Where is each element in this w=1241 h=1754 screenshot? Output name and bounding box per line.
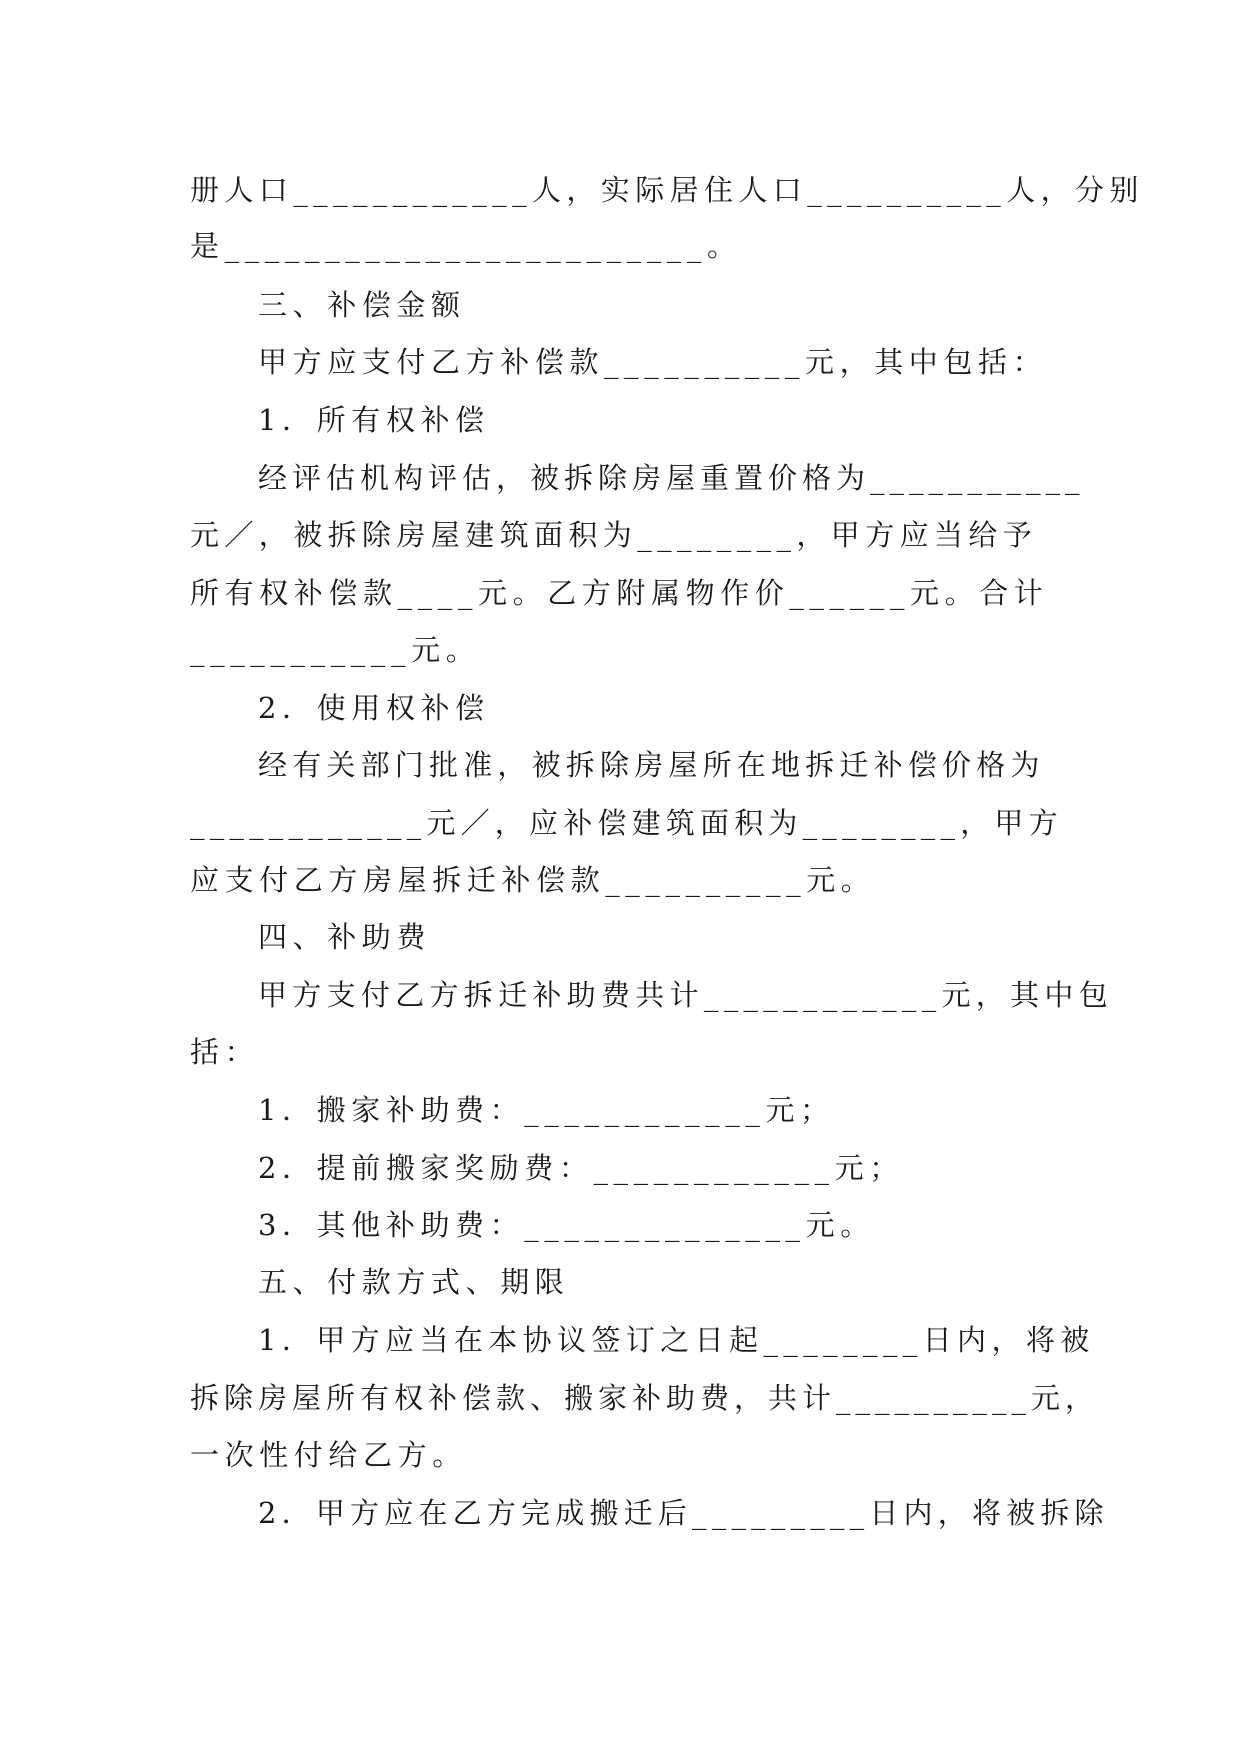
subheading-ownership-compensation: 1．所有权补偿 xyxy=(258,403,490,437)
text-line-4: 甲方应支付乙方补偿款__________元，其中包括： xyxy=(258,345,1048,379)
text-line-9: ___________元。 xyxy=(190,633,481,667)
text-line-12: ____________元／，应补偿建筑面积为________，甲方 xyxy=(190,806,1063,840)
text-line-8: 所有权补偿款____元。乙方附属物作价______元。合计 xyxy=(190,576,1049,610)
text-line-21: 1．甲方应当在本协议签订之日起________日内，将被 xyxy=(258,1323,1095,1357)
text-line-23: 一次性付给乙方。 xyxy=(190,1438,467,1472)
text-line-6: 经评估机构评估，被拆除房屋重置价格为___________ xyxy=(258,461,1085,495)
text-line-24: 2．甲方应在乙方完成搬迁后_________日内，将被拆除 xyxy=(258,1496,1109,1530)
text-line-2: 是________________________。 xyxy=(190,229,742,263)
text-line-15: 甲方支付乙方拆迁补助费共计____________元，其中包 xyxy=(258,978,1114,1012)
text-line-1: 册人口____________人，实际居住人口__________人，分别 xyxy=(190,173,1144,207)
section-heading-subsidy: 四、补助费 xyxy=(258,920,432,954)
text-line-13: 应支付乙方房屋拆迁补偿款__________元。 xyxy=(190,863,876,897)
section-heading-payment: 五、付款方式、期限 xyxy=(258,1265,570,1299)
subsidy-item-other: 3．其他补助费：______________元。 xyxy=(258,1208,875,1242)
text-line-16: 括： xyxy=(190,1035,260,1069)
text-line-22: 拆除房屋所有权补偿款、搬家补助费，共计__________元， xyxy=(190,1381,1100,1415)
text-line-7: 元／，被拆除房屋建筑面积为________，甲方应当给予 xyxy=(190,518,1038,552)
section-heading-compensation-amount: 三、补偿金额 xyxy=(258,288,466,322)
text-line-11: 经有关部门批准，被拆除房屋所在地拆迁补偿价格为 xyxy=(258,748,1045,782)
subsidy-item-early-moving-reward: 2．提前搬家奖励费：____________元； xyxy=(258,1151,904,1185)
subsidy-item-moving: 1．搬家补助费：____________元； xyxy=(258,1093,835,1127)
subheading-use-right-compensation: 2．使用权补偿 xyxy=(258,691,490,725)
